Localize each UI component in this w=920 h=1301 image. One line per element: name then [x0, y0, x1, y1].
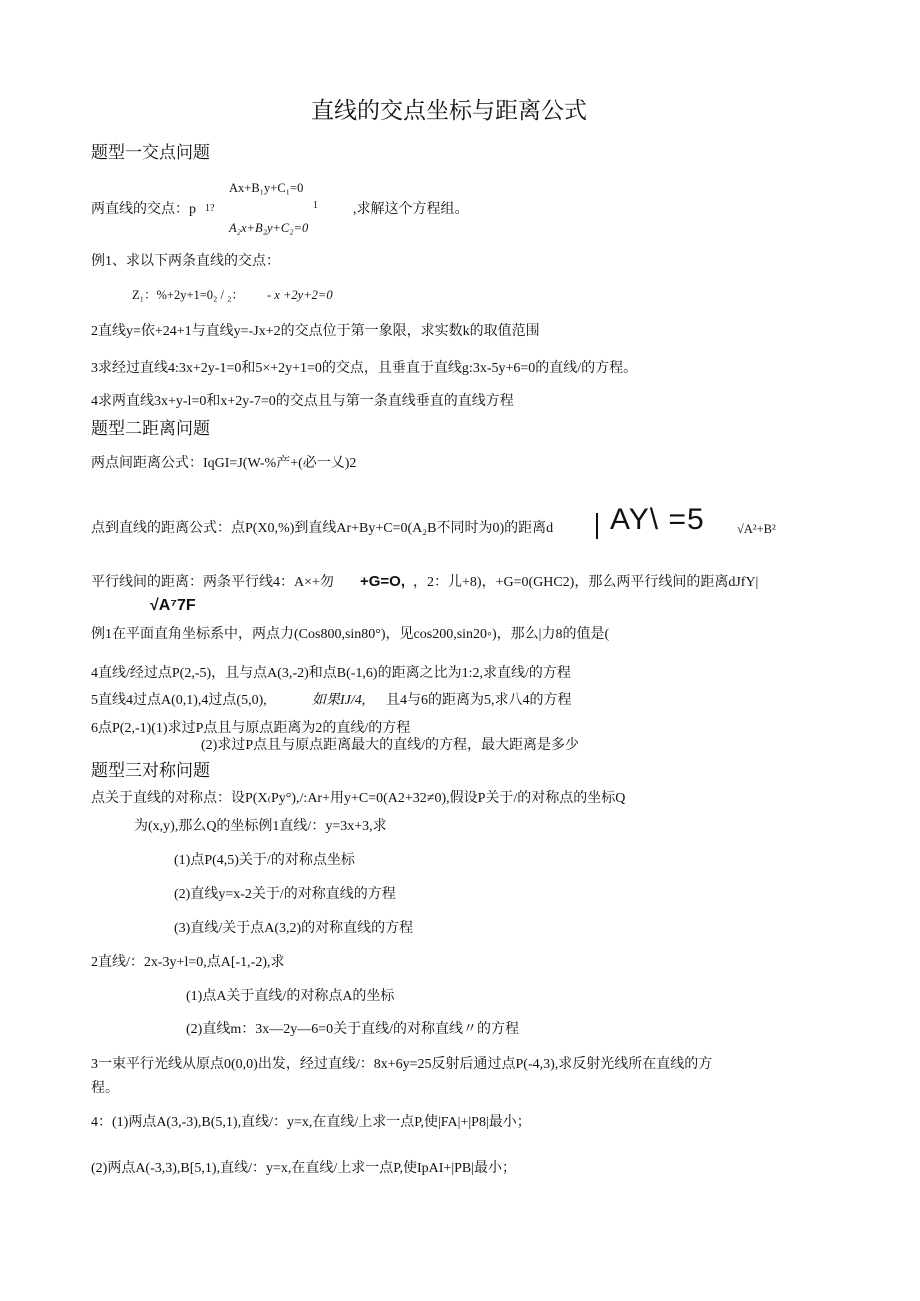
example-1-lines-b: - x +2y+2=0: [267, 288, 333, 302]
parallel-distance-a: 平行线间的距离：两条平行线4：A×+勿: [91, 575, 334, 590]
distance-question-5b: 且4与6的距离为5,求八4的方程: [386, 693, 572, 708]
question-3: 3求经过直线4:3x+2y-1=0和5×+2y+1=0的交点，且垂直于直线g:3x-5y+6=0的直线/的方程。: [91, 361, 638, 376]
formula-bar: [596, 513, 598, 539]
distance-example-1: 例1在平面直角坐标系中，两点力(Cos800,sin80°)，见cos200,sin20◦)，那么|力8的值是(: [91, 627, 610, 642]
symmetry-question-3a: 3一束平行光线从原点0(0,0)出发，经过直线/：8x+6y=25反射后通过点P(-4,3),求反射光线所在直线的方: [91, 1057, 713, 1072]
symmetry-question-3b: 程。: [91, 1081, 119, 1096]
two-point-distance: 两点间距离公式：IqGI=J(W-%产+(必一乂)2: [91, 456, 357, 471]
point-line-denominator: √A²+B²: [737, 522, 776, 536]
parallel-distance-bold: +G=O,: [360, 573, 406, 590]
distance-question-4: 4直线/经过点P(2,-5)，且与点A(3,-2)和点B(-1,6)的距离之比为1:2,求直线/的方程: [91, 666, 571, 681]
symmetry-question-4a: 4：(1)两点A(3,-3),B(5,1),直线/：y=x,在直线/上求一点P,使|FA|+|P8|最小；: [91, 1115, 531, 1130]
page-title: 直线的交点坐标与距离公式: [311, 98, 587, 123]
parallel-distance-b: ，2：儿+8)，+G=0(GHC2)，那么两平行线间的距离dJfY|: [413, 575, 759, 590]
system-equation-2: A₂x+B₂y+C₂=0: [229, 221, 309, 235]
point-line-distance: 点到直线的距离公式：点P(X0,%)到直线Ar+By+C=0(A₂B不同时为0)的距离d: [91, 521, 554, 536]
system-tail: ,求解这个方程组。: [353, 202, 469, 217]
symmetry-question-2: 2直线/：2x-3y+l=0,点A[-1,-2),求: [91, 955, 285, 970]
question-2: 2直线y=依+24+1与直线y=-Jx+2的交点位于第一象限，求实数k的取值范围: [91, 324, 540, 339]
system-mark: 1?: [205, 203, 215, 214]
point-line-formula: AY\ =5: [610, 503, 705, 536]
distance-question-5-italic: 如果IJ/4,: [312, 693, 366, 708]
section-heading-symmetry: 题型三对称问题: [91, 761, 210, 780]
question-4: 4求两直线3x+y-l=0和x+2y-7=0的交点且与第一条直线垂直的直线方程: [91, 394, 514, 409]
section-heading-intersection: 题型一交点问题: [91, 143, 210, 162]
symmetry-question-2b: (2)直线m：3x—2y—6=0关于直线/的对称直线〃的方程: [186, 1022, 519, 1037]
symmetry-question-2a: (1)点A关于直线/的对称点A的坐标: [186, 989, 395, 1004]
symmetry-question-4b: (2)两点A(-3,3),B[5,1),直线/：y=x,在直线/上求一点P,使IpAI+|PB|最小；: [91, 1161, 517, 1176]
distance-question-6b: (2)求过P点且与原点距离最大的直线/的方程，最大距离是多少: [201, 738, 579, 753]
symmetry-example-2: (2)直线y=x-2关于/的对称直线的方程: [174, 887, 396, 902]
distance-question-5a: 5直线4过点A(0,1),4过点(5,0),: [91, 693, 267, 708]
system-intro: 两直线的交点：p: [91, 202, 196, 217]
section-heading-distance: 题型二距离问题: [91, 419, 210, 438]
symmetry-point-cont: 为(x,y),那么Q的坐标例1直线/：y=3x+3,求: [134, 819, 387, 834]
example-1-lines: Z₁：%+2y+1=0₂ / ₂：: [132, 288, 244, 302]
system-one: 1: [313, 200, 318, 211]
symmetry-example-3: (3)直线/关于点A(3,2)的对称直线的方程: [174, 921, 414, 936]
symmetry-point: 点关于直线的对称点：设P(X₍Py°),/:Ar+用y+C=0(A2+32≠0),假设P关于/的对称点的坐标Q: [91, 791, 626, 806]
system-equation-1: Ax+B₁y+C₁=0: [229, 181, 304, 195]
example-1: 例1、求以下两条直线的交点：: [91, 254, 280, 269]
parallel-distance-sqrt: √A⁷7F: [150, 597, 196, 614]
symmetry-example-1: (1)点P(4,5)关于/的对称点坐标: [174, 853, 355, 868]
distance-question-6a: 6点P(2,-1)(1)求过P点且与原点距离为2的直线/的方程: [91, 721, 411, 736]
